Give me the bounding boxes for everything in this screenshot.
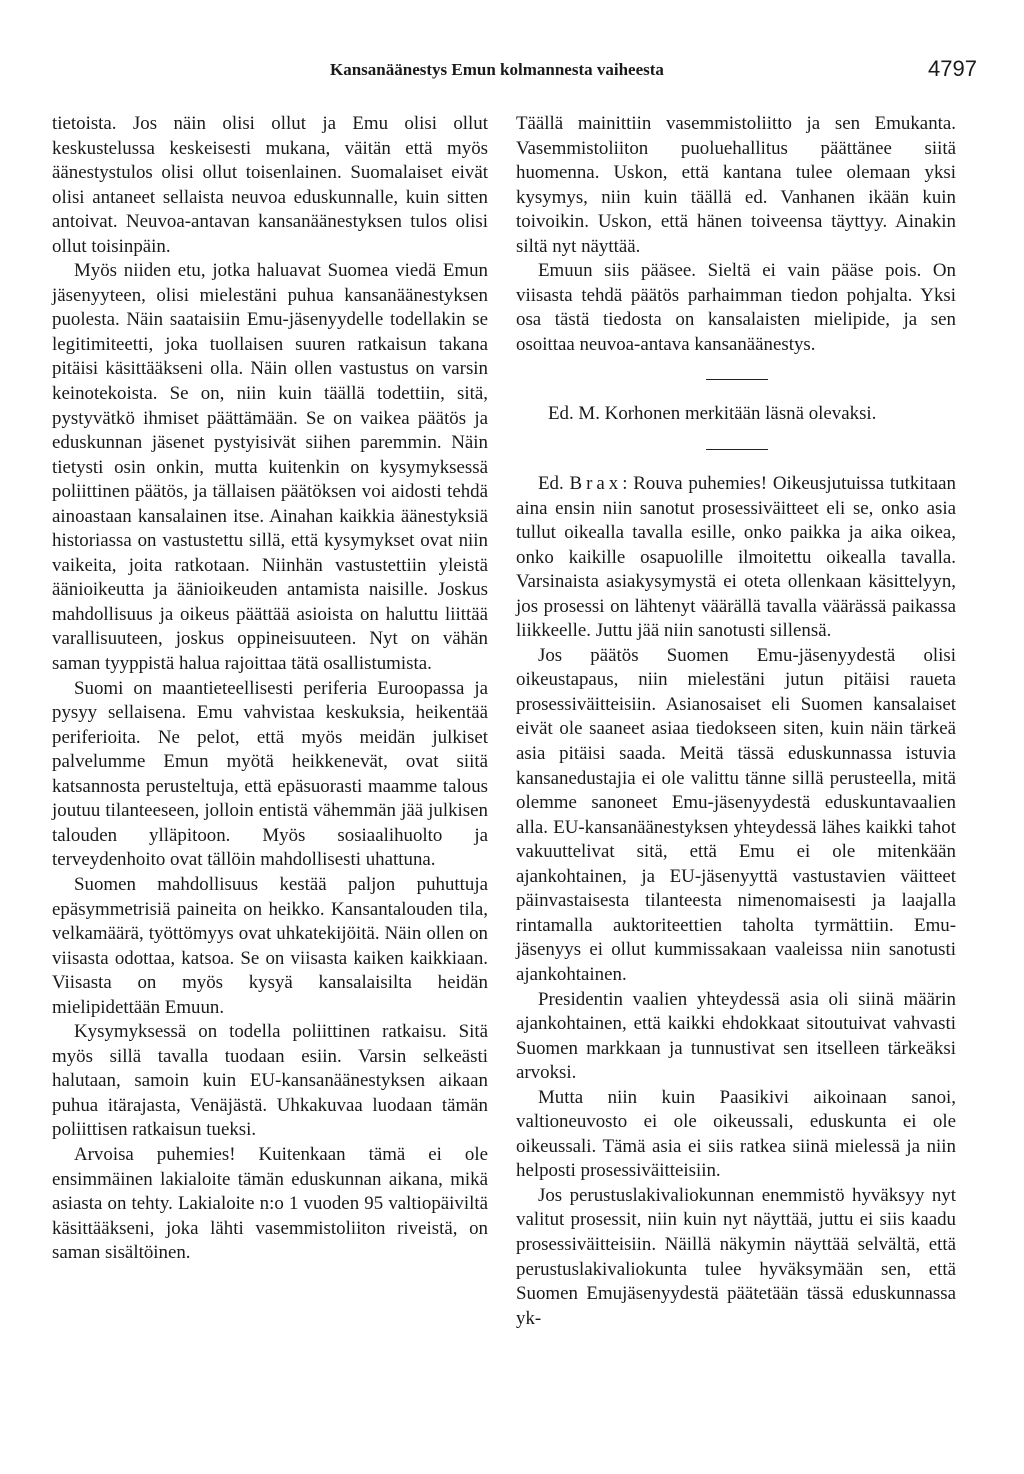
paragraph: Emuun siis pääsee. Sieltä ei vain pääse pois. On viisasta tehdä päätös parhaimman tiedon pohjalta. Yksi osa tästä tiedosta on kansalaisten mielipide, ja sen osoittaa neuvoa-antava kansanäänestys.	[516, 260, 956, 355]
speaker-paragraph	[516, 472, 956, 644]
page-header	[0, 56, 1024, 90]
paragraph: Arvoisa puhemies! Kuitenkaan tämä ei ole ensimmäinen lakialoite tämän eduskunnan aikana, mikä asiasta on tehty. Lakialoite n:o 1 vuoden 95 valtiopäiviltä käsittääkseni, joka lähti vasemmistoliiton riveistä, on saman sisältöinen.	[52, 1143, 488, 1264]
paragraph: Täällä mainittiin vasemmistoliitto ja sen Emukanta. Vasemmistoliiton puoluehallitus päättänee siitä huomenna. Uskon, että kantana tulee olemaan yksi kysymys, niin kuin täällä ed. Vanhanen ikään kuin toivoikin. Uskon, että hänen toiveensa täyttyy. Ainakin siltä nyt näyttää.	[516, 113, 956, 257]
paragraph: Kysymyksessä on todella poliittinen ratkaisu. Sitä myös sillä tavalla tuodaan esiin. Varsin selkeästi halutaan, samoin kuin EU-kansanäänestyksen aikaan puhua itärajasta, Venäjästä. Uhkakuvaa luodaan tämän poliittisen ratkaisun tueksi.	[52, 1021, 488, 1141]
paragraph: Jos perustuslakivaliokunnan enemmistö hyväksyy nyt valitut prosessit, niin kuin nyt näyttää, juttu ei siis kaadu prosessiväitteisiin. Näillä näkymin näyttää selvältä, että perustuslakivaliokunta tulee hyväksymään sen, että Suomen Emujäsenyydestä päätetään tässä eduskunnassa yk-	[516, 1184, 956, 1329]
paragraph: tietoista. Jos näin olisi ollut ja Emu olisi ollut keskustelussa keskeisesti mukana, väitän että myös äänestystulos olisi ollut toisenlainen. Suomalaiset eivät olisi antaneet sellaista neuvoa eduskunnalle, kuin sitten antoivat. Neuvoa-antavan kansanäänestyksen tulos olisi ollut toisinpäin.	[52, 113, 488, 257]
right-column	[516, 112, 956, 1331]
paragraph: Suomen mahdollisuus kestää paljon puhuttuja epäsymmetrisiä paineita on heikko. Kansantalouden tila, velkamäärä, työttömyys ovat uhkatekijöitä. Näin ollen on viisasta odottaa, katsoa. Se on viisasta kaiken kaikkiaan. Viisasta on myös kysyä kansalaisilta heidän mielipidettään Emuun.	[52, 873, 488, 1018]
paragraph: Presidentin vaalien yhteydessä asia oli siinä määrin ajankohtainen, että kaikki ehdokkaat sitoutuivat vahvasti Suomen markkaan ja tunnustivat sen itselleen tärkeäksi arvoksi.	[516, 988, 956, 1084]
section-divider	[706, 449, 768, 450]
paragraph: Jos päätös Suomen Emu-jäsenyydestä olisi oikeustapaus, niin mielestäni jutun pitäisi raueta prosessiväitteisiin. Asianosaiset eli Suomen kansalaiset eivät ole saaneet asiaa tiedokseen siten, kuin näin tärkeä asia pitäisi saada. Meitä tässä eduskunnassa istuvia kansanedustajia ei ole valittu tänne sillä perusteella, mitä olemme sanoneet Emu-jäsenyydestä eduskuntavaalien alla. EU-kansanäänestyksen yhteydessä lähes kaikki tahot vakuuttelivat sitä, että Emu ei ole mitenkään ajankohtainen, ja EU-jäsenyyttä vastustavien väitteet päinvastaisesta tilanteesta nimenomaisesti ja laajalla rintamalla auktoriteettien taholta tyrmättiin. Emu-jäsenyys ei ollut kummissakaan vaaleissa niin sanotusti ajankohtainen.	[516, 644, 956, 985]
presence-note: Ed. M. Korhonen merkitään läsnä olevaksi.	[548, 403, 877, 425]
speaker-name: Brax	[569, 473, 623, 495]
paragraph: Suomi on maantieteellisesti periferia Euroopassa ja pysyy sellaisena. Emu vahvistaa keskuksia, heikentää periferioita. Ne pelot, että myös meidän julkiset palvelumme Emun myötä heikkenevät, ovat siitä katsannosta perusteltuja, että epäsuorasti maamme talous joutuu tilanteeseen, jolloin entistä vähemmän jää julkisen talouden ylläpitoon. Myös sosiaalihuolto ja terveydenhoito ovat tällöin mahdollisesti uhattuna.	[52, 677, 488, 871]
paragraph: Myös niiden etu, jotka haluavat Suomea viedä Emun jäsenyyteen, olisi mielestäni puhua kansanäänestyksen puolesta. Näin saataisiin Emu-jäsenyydelle todellakin se legitimiteetti, joka tuollaisen suuren ratkaisun takana pitäisi käsittääkseni olla. Näin ollen vastustus on varsin keinotekoista. Se on, niin kuin täällä todettiin, sitä, pystyvätkö ihmiset päättämään. Se on vaikea päätös ja eduskunnan jäsenet pystyisivät siihen paremmin. Näin tietysti osin onkin, mutta kuitenkin on kysymyksessä poliittinen päätös, ja tällaisen päätöksen voi aidosti tehdä ainoastaan kansalainen itse. Ainahan kaikkia äänestyksiä historiassa on vastustettu sillä, että kysymykset ovat niin vaikeita, joita ratkotaan. Niinhän vastustettiin yleistä äänioikeutta ja äänioikeuden antamista naisille. Joskus mahdollisuus ja oikeus päättää asioista on haluttu liittää varallisuuteen, joskus oppineisuuteen. Nyt on vähän saman tyyppistä halua rajoittaa tätä osallistumista.	[52, 260, 488, 675]
page-number: 4797	[928, 56, 977, 81]
left-column	[52, 112, 488, 1266]
speech-text: : Rouva puhemies! Oikeusjutuissa tutkitaan aina ensin niin sanotut prosessiväitteet eli se, onko asia tullut oikealla tavalla esille, onko paikka ja aika oikea, onko kaikille osapuolille ilmoitettu oikealla tavalla. Varsinaista asiakysymystä ei oteta ollenkaan käsittelyyn, jos prosessi on lähtenyt väärällä tavalla väärässä paikassa liikkeelle. Juttu jää niin sanotusti sillensä.	[516, 473, 956, 642]
paragraph: Mutta niin kuin Paasikivi aikoinaan sanoi, valtioneuvosto ei ole oikeussali, eduskunta ei ole oikeussali. Tämä asia ei siis ratkea siinä mielessä ja niin helposti prosessiväitteisiin.	[516, 1086, 956, 1182]
running-title: Kansanäänestys Emun kolmannesta vaiheesta	[330, 60, 664, 79]
section-divider	[706, 379, 768, 380]
speaker-prefix: Ed.	[538, 473, 564, 495]
